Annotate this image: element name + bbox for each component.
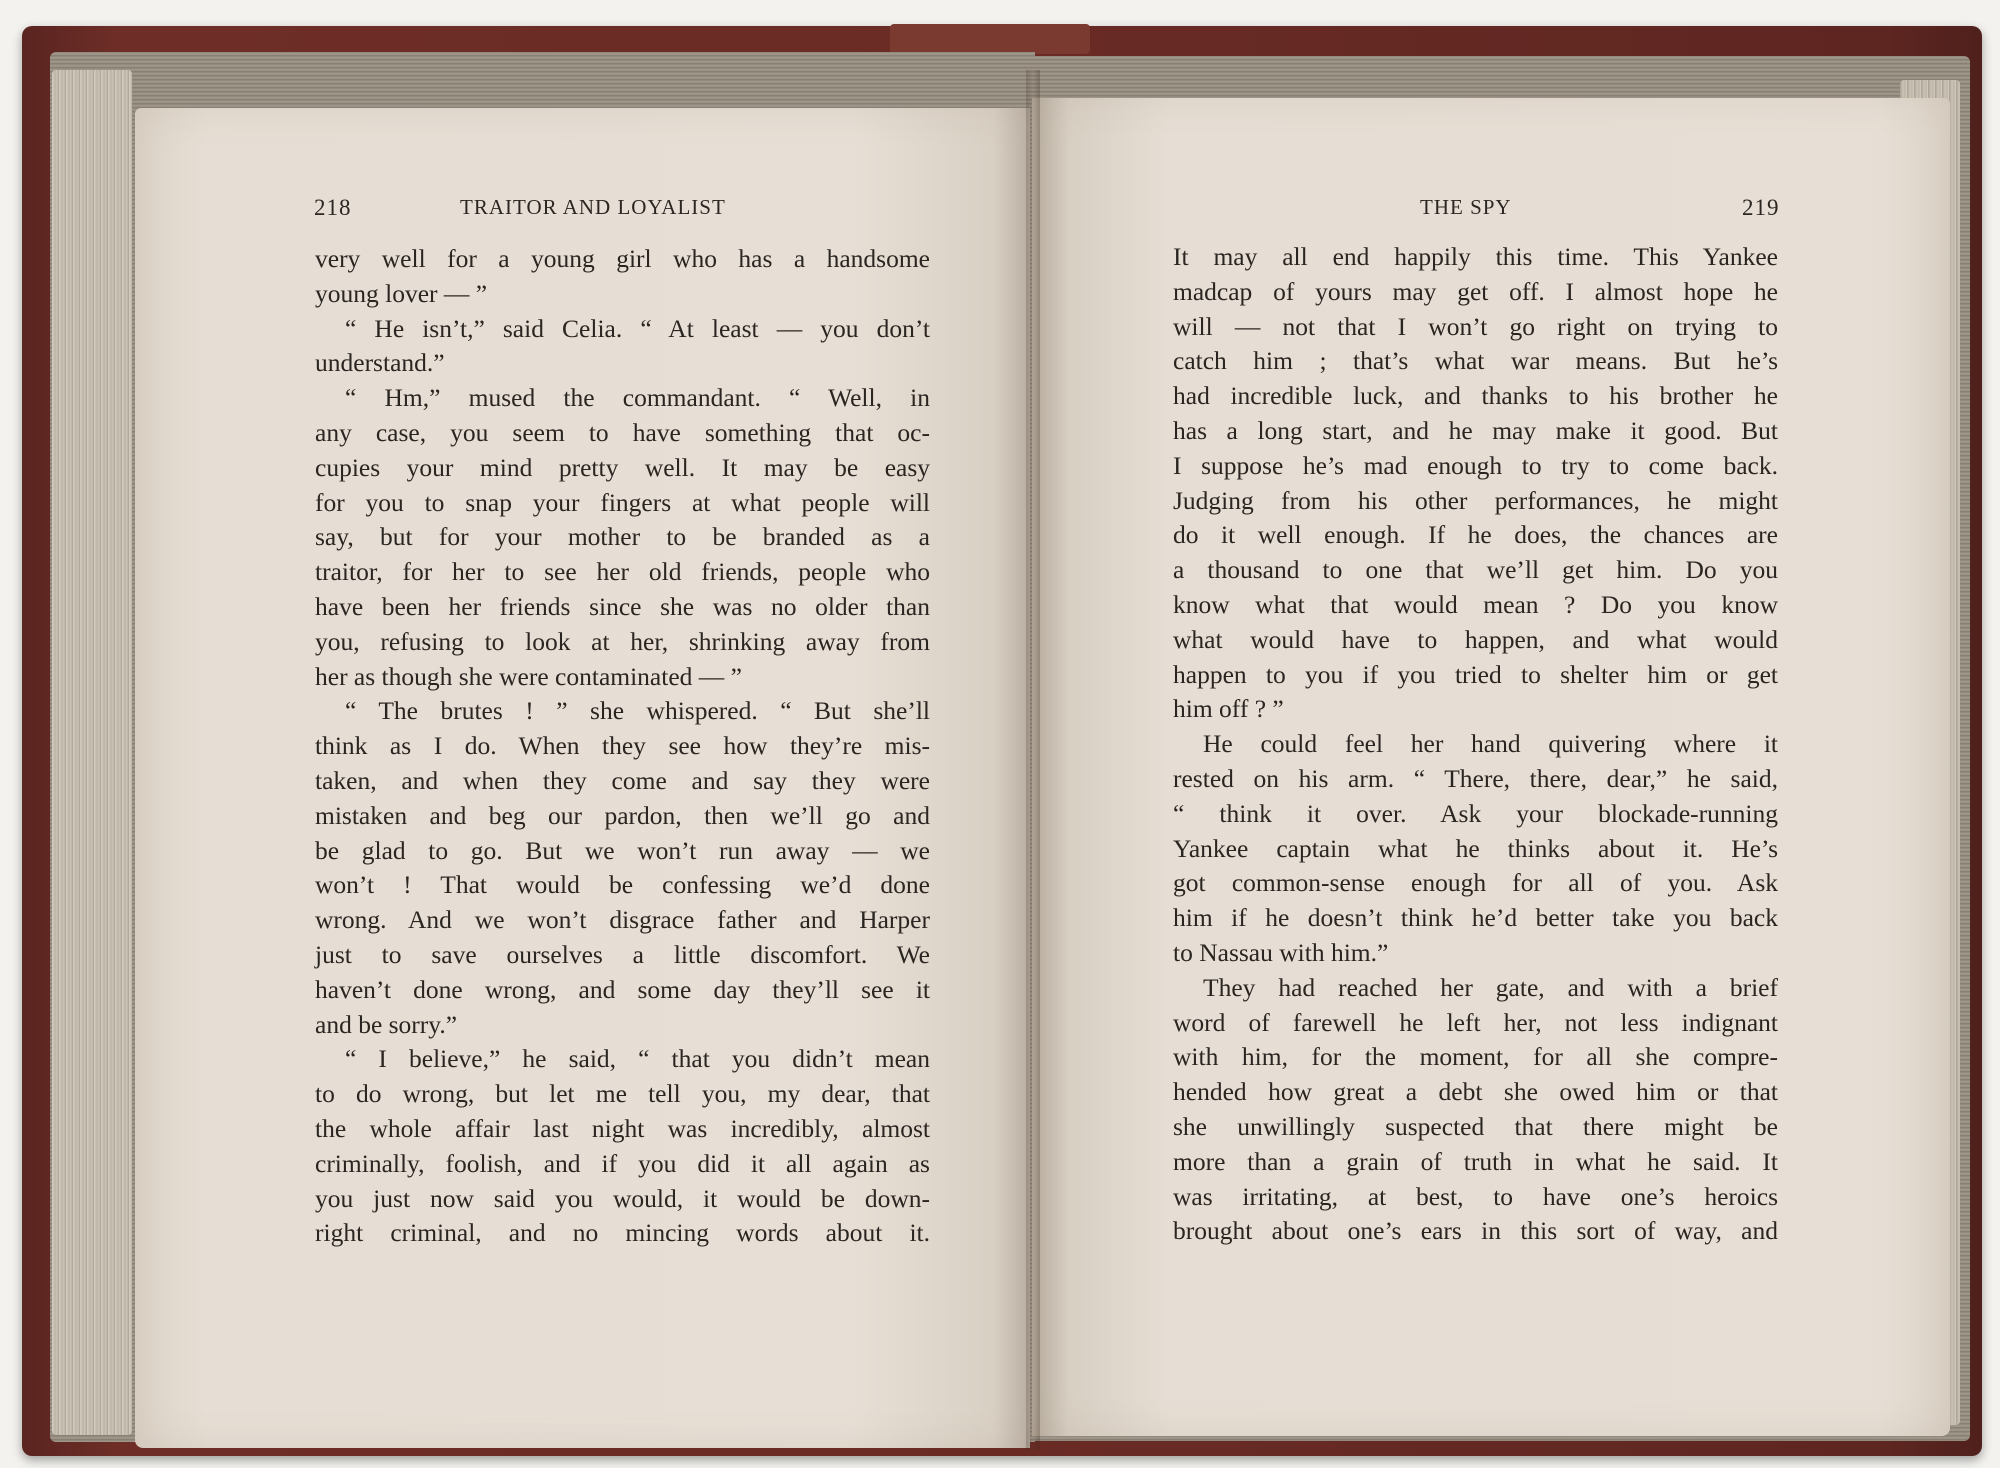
text-line: They had reached her gate, and with a brief	[1203, 972, 1778, 1002]
text-line: word of farewell he left her, not less indignant	[1173, 1007, 1778, 1037]
text-line: him off ? ”	[1173, 694, 1284, 724]
text-line: him if he doesn’t think he’d better take you back	[1173, 903, 1778, 933]
text-line: has a long start, and he may make it good. But	[1173, 415, 1778, 445]
text-line: “ think it over. Ask your blockade-running	[1173, 798, 1778, 828]
book-gutter	[1026, 70, 1040, 1450]
text-line: she unwillingly suspected that there might be	[1173, 1111, 1778, 1141]
left-page-number: 218	[314, 195, 352, 220]
text-line: say, but for your mother to be branded as a	[315, 522, 930, 552]
text-line: “ Hm,” mused the commandant. “ Well, in	[345, 383, 930, 413]
text-line: Yankee captain what he thinks about it. He’s	[1173, 833, 1778, 863]
left-page-edges	[52, 70, 132, 1435]
text-line: haven’t done wrong, and some day they’ll see it	[315, 974, 930, 1004]
text-line: know what that would mean ? Do you know	[1173, 589, 1778, 619]
text-line: her as though she were contaminated — ”	[315, 661, 742, 691]
text-line: any case, you seem to have something that oc-	[315, 417, 930, 447]
text-line: you, refusing to look at her, shrinking away from	[315, 626, 930, 656]
text-line: a thousand to one that we’ll get him. Do you	[1173, 555, 1778, 585]
text-line: Judging from his other performances, he might	[1173, 485, 1778, 515]
text-line: wrong. And we won’t disgrace father and Harper	[315, 905, 930, 935]
text-line: to do wrong, but let me tell you, my dear, that	[315, 1079, 930, 1109]
text-line: happen to you if you tried to shelter him or get	[1173, 659, 1778, 689]
text-line: very well for a young girl who has a handsome	[315, 244, 930, 273]
text-line: mistaken and beg our pardon, then we’ll go and	[315, 800, 930, 830]
text-line: have been her friends since she was no older than	[315, 591, 930, 621]
text-line: I suppose he’s mad enough to try to come back.	[1173, 450, 1778, 480]
text-line: criminally, foolish, and if you did it all again as	[315, 1148, 930, 1178]
text-line: cupies your mind pretty well. It may be easy	[315, 452, 930, 482]
right-running-head: THE SPY	[1420, 195, 1512, 219]
text-line: for you to snap your fingers at what people will	[315, 487, 930, 517]
text-line: will — not that I won’t go right on trying to	[1173, 311, 1778, 341]
book-spine-top	[890, 24, 1090, 54]
text-line: brought about one’s ears in this sort of way, and	[1173, 1216, 1778, 1246]
text-line: had incredible luck, and thanks to his brother he	[1173, 381, 1778, 411]
text-line: rested on his arm. “ There, there, dear,” he said,	[1173, 763, 1778, 793]
text-line: won’t ! That would be confessing we’d done	[315, 870, 930, 900]
text-line: understand.”	[315, 348, 445, 378]
text-line: catch him ; that’s what war means. But he’s	[1173, 346, 1778, 376]
text-line: got common-sense enough for all of you. Ask	[1173, 868, 1778, 898]
text-line: was irritating, at best, to have one’s heroics	[1173, 1181, 1778, 1211]
text-line: “ He isn’t,” said Celia. “ At least — you don’t	[345, 313, 930, 343]
text-line: think as I do. When they see how they’re mis-	[315, 731, 930, 761]
text-line: more than a grain of truth in what he said. It	[1173, 1146, 1778, 1176]
text-line: you just now said you would, it would be down-	[315, 1183, 930, 1213]
text-line: right criminal, and no mincing words about it.	[315, 1218, 930, 1248]
text-line: taken, and when they come and say they were	[315, 765, 930, 795]
text-line: the whole affair last night was incredibly, almost	[315, 1113, 930, 1143]
text-line: do it well enough. If he does, the chances are	[1173, 520, 1778, 550]
left-page-text	[315, 242, 930, 1251]
text-line: and be sorry.”	[315, 1009, 458, 1039]
text-line: young lover — ”	[315, 278, 488, 308]
text-line: He could feel her hand quivering where it	[1203, 729, 1778, 759]
right-page-number: 219	[1742, 195, 1780, 220]
text-line: It may all end happily this time. This Yankee	[1173, 242, 1778, 271]
text-line: be glad to go. But we won’t run away — we	[315, 835, 930, 865]
text-line: traitor, for her to see her old friends, people who	[315, 557, 930, 587]
text-line: “ The brutes ! ” she whispered. “ But she’ll	[345, 696, 930, 726]
text-line: hended how great a debt she owed him or that	[1173, 1077, 1778, 1107]
text-line: what would have to happen, and what would	[1173, 624, 1778, 654]
right-page-text	[1173, 240, 1778, 1249]
text-line: just to save ourselves a little discomfort. We	[315, 939, 930, 969]
text-line: with him, for the moment, for all she compre-	[1173, 1042, 1778, 1072]
text-line: to Nassau with him.”	[1173, 937, 1389, 967]
text-line: “ I believe,” he said, “ that you didn’t mean	[345, 1044, 930, 1074]
left-running-head: TRAITOR AND LOYALIST	[460, 195, 726, 219]
text-line: madcap of yours may get off. I almost hope he	[1173, 276, 1778, 306]
